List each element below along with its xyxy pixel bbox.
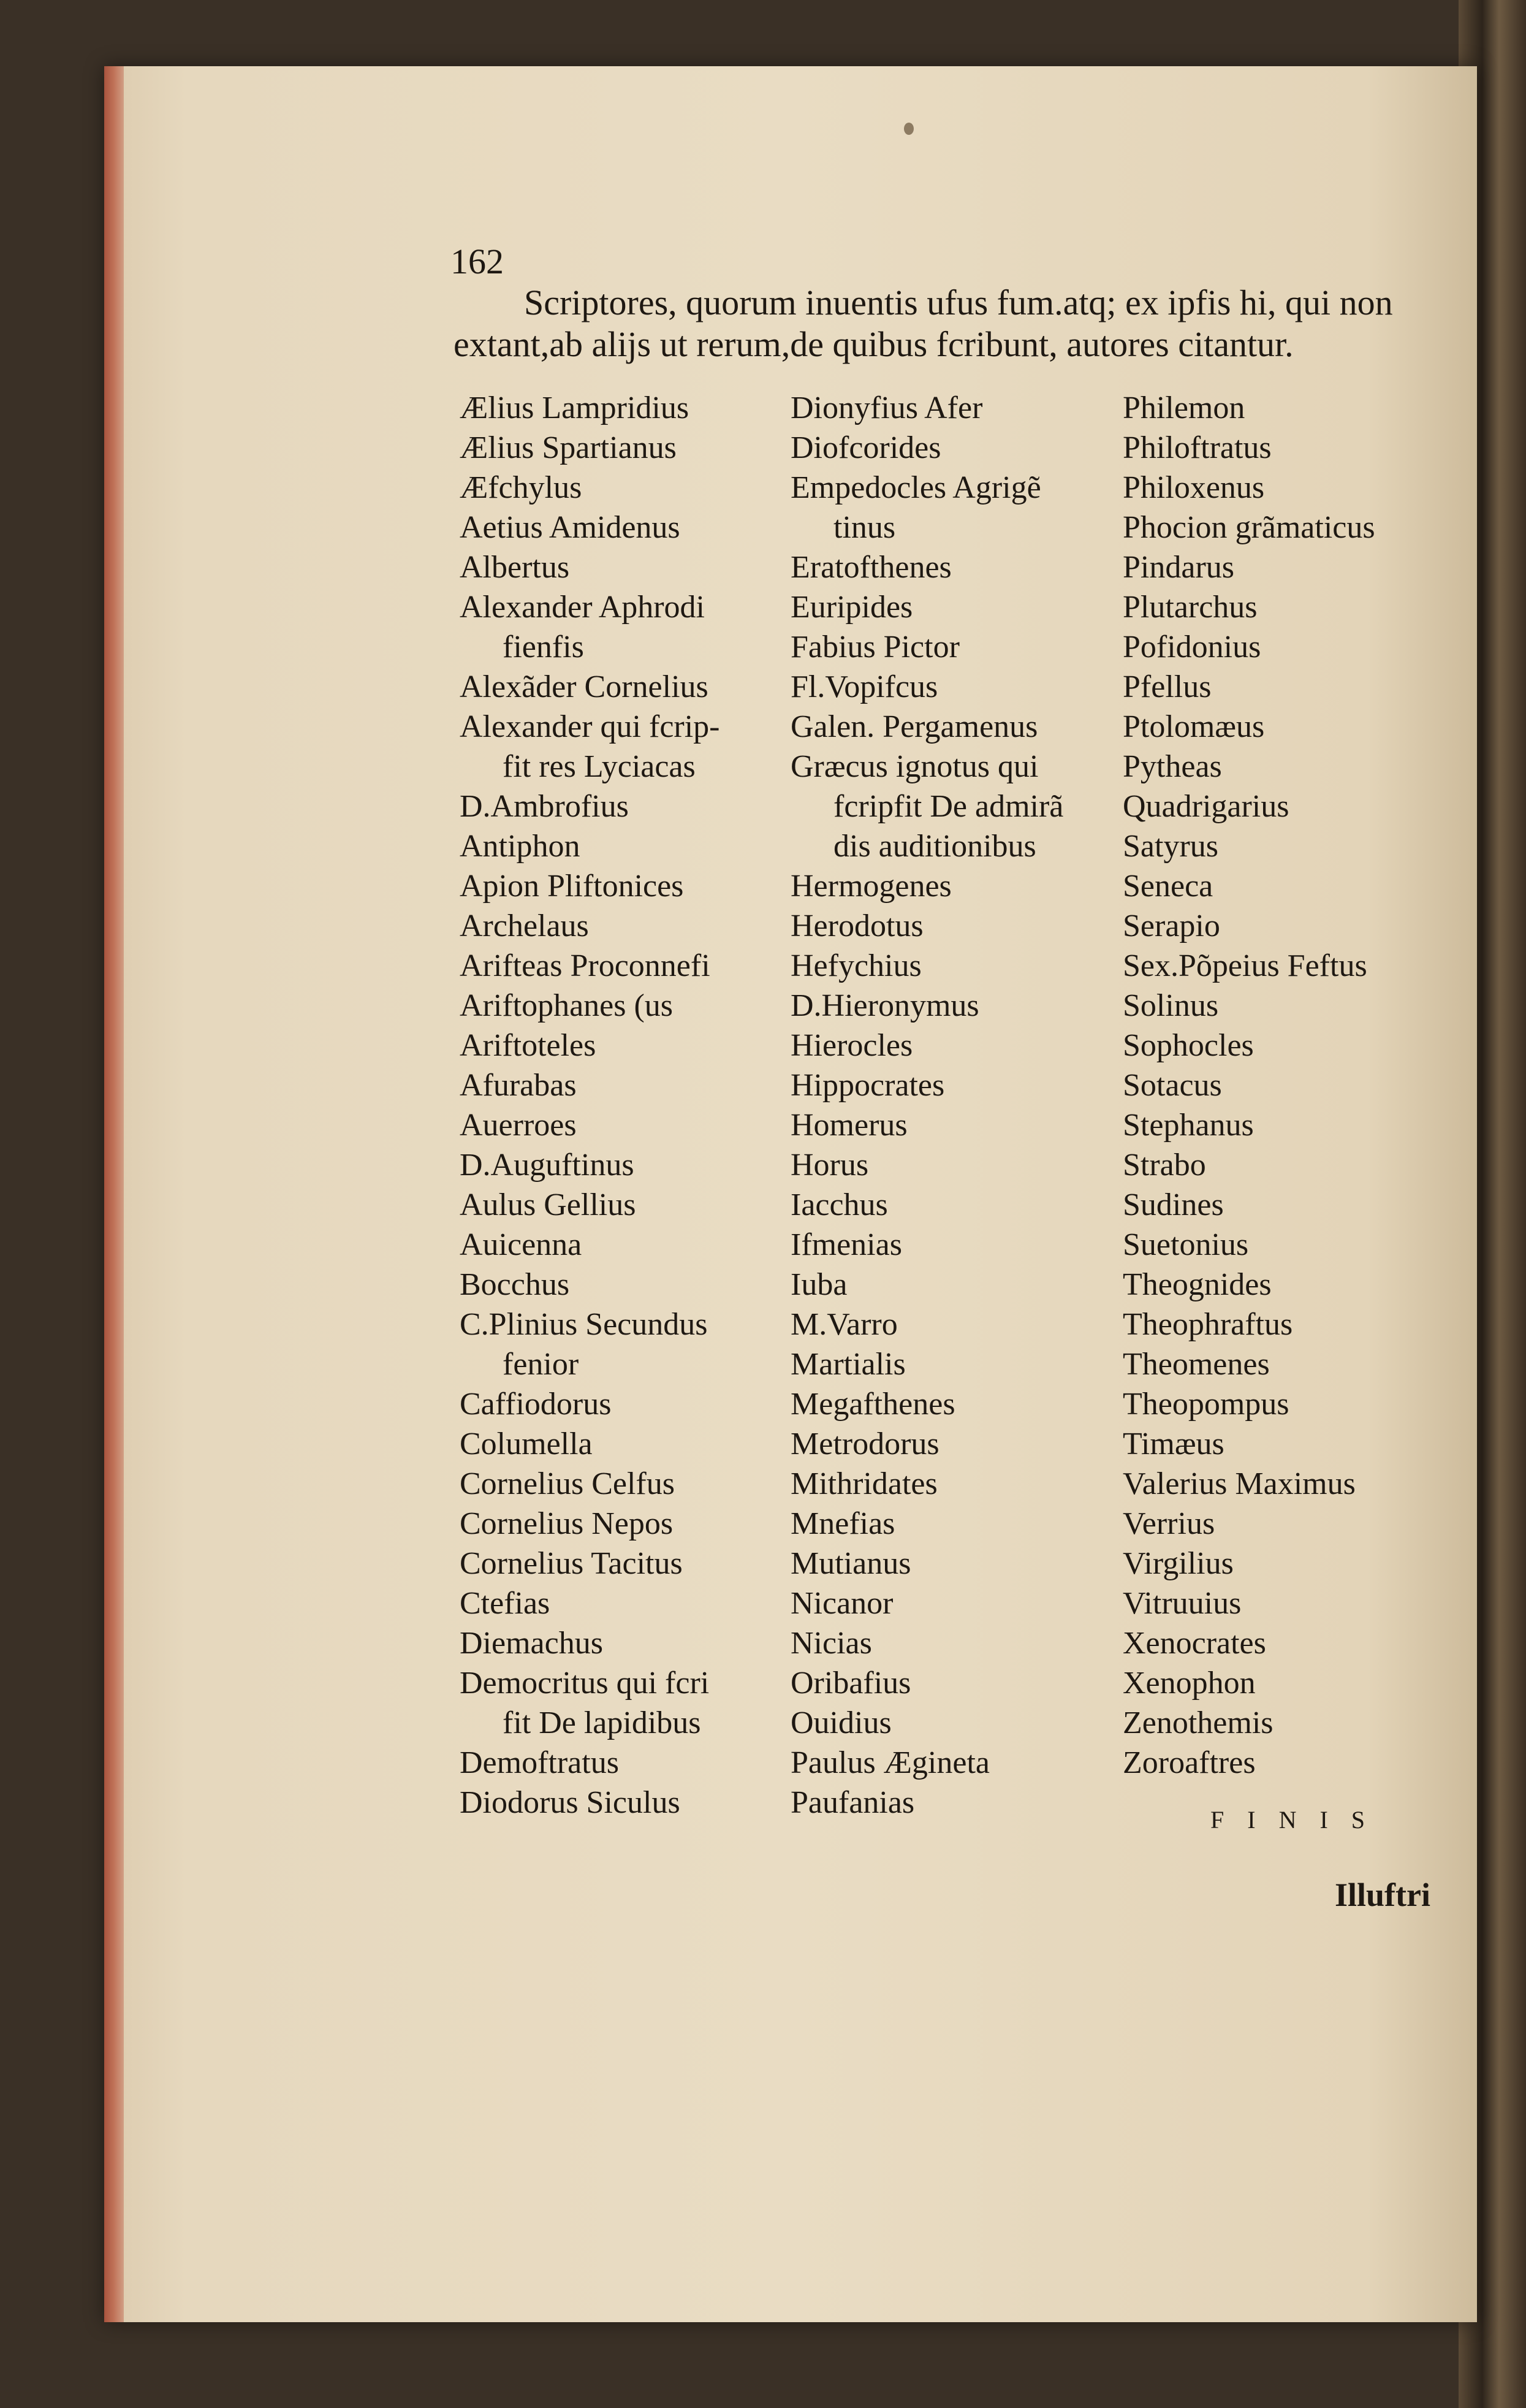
author-entry-continuation: dis auditionibus (833, 829, 1036, 864)
author-entry: Diodorus Siculus (460, 1785, 680, 1820)
author-entry: Demoftratus (460, 1745, 619, 1780)
author-entry: Pfellus (1123, 669, 1212, 704)
author-entry: Cornelius Celfus (460, 1466, 675, 1501)
author-entry: Theognides (1123, 1267, 1272, 1302)
author-entry: Sudines (1123, 1187, 1224, 1222)
author-entry: Philemon (1123, 391, 1245, 425)
author-entry: Theomenes (1123, 1347, 1270, 1382)
author-entry: Cornelius Tacitus (460, 1546, 683, 1581)
author-entry: Ælius Spartianus (460, 430, 677, 465)
author-entry: Quadrigarius (1123, 789, 1289, 824)
author-entry: Hefychius (791, 948, 922, 983)
section-heading (454, 282, 1434, 365)
author-entry: Ctefias (460, 1586, 550, 1621)
author-entry: Fabius Pictor (791, 630, 960, 665)
author-entry: Auerroes (460, 1108, 577, 1143)
author-entry: Diofcorides (791, 430, 941, 465)
author-entry: Verrius (1123, 1506, 1215, 1541)
author-entry: Metrodorus (791, 1427, 940, 1461)
author-entry: Ariftophanes (us (460, 988, 674, 1023)
author-entry: Ouidius (791, 1705, 892, 1740)
author-column-3 (1123, 388, 1375, 1783)
author-entry: Euripides (791, 590, 913, 625)
author-entry-continuation: fit De lapidibus (503, 1705, 701, 1740)
author-entry: Suetonius (1123, 1227, 1249, 1262)
author-entry: Sotacus (1123, 1068, 1222, 1103)
author-entry: Zenothemis (1123, 1705, 1274, 1740)
author-entry: Timæus (1123, 1427, 1224, 1461)
author-entry: Xenocrates (1123, 1626, 1266, 1661)
author-entry: Hermogenes (791, 869, 952, 904)
author-entry: Philoftratus (1123, 430, 1272, 465)
author-entry: Paulus Ægineta (791, 1745, 990, 1780)
author-entry: Zoroaftres (1123, 1745, 1256, 1780)
author-entry: Martialis (791, 1347, 906, 1382)
author-entry: Democritus qui fcri (460, 1666, 710, 1701)
author-entry: Phocion grãmaticus (1123, 510, 1375, 545)
author-entry: Fl.Vopifcus (791, 669, 938, 704)
author-entry: Sex.Põpeius Feftus (1123, 948, 1367, 983)
author-entry: Herodotus (791, 909, 924, 943)
author-entry: Mutianus (791, 1546, 911, 1581)
author-entry: Æfchylus (460, 470, 582, 505)
author-entry: Bocchus (460, 1267, 570, 1302)
author-entry: Stephanus (1123, 1108, 1254, 1143)
author-entry: Iuba (791, 1267, 848, 1302)
author-entry: Philoxenus (1123, 470, 1265, 505)
author-entry-continuation: fenior (503, 1347, 579, 1382)
finis-mark: FINIS (1210, 1806, 1389, 1834)
author-entry-continuation: fit res Lyciacas (503, 749, 696, 784)
author-entry: Diemachus (460, 1626, 603, 1661)
author-entry: Ifmenias (791, 1227, 902, 1262)
author-entry: Dionyfius Afer (791, 391, 983, 425)
author-entry: Oribafius (791, 1666, 911, 1701)
author-entry: Apion Pliftonices (460, 869, 684, 904)
author-entry-continuation: tinus (833, 510, 896, 545)
author-entry: D.Hieronymus (791, 988, 979, 1023)
author-entry: Homerus (791, 1108, 908, 1143)
author-entry: Alexander qui fcrip- (460, 709, 720, 744)
author-entry-continuation: fcripfit De admirã (833, 789, 1064, 824)
author-entry: Aetius Amidenus (460, 510, 680, 545)
author-entry: Mnefias (791, 1506, 895, 1541)
author-entry: Caffiodorus (460, 1387, 612, 1422)
author-entry: Aulus Gellius (460, 1187, 636, 1222)
author-entry: Theophraftus (1123, 1307, 1293, 1342)
author-entry: Nicanor (791, 1586, 894, 1621)
author-entry: Satyrus (1123, 829, 1218, 864)
paper-speck (904, 123, 914, 135)
author-entry: Columella (460, 1427, 593, 1461)
author-entry: Megafthenes (791, 1387, 955, 1422)
author-entry: M.Varro (791, 1307, 898, 1342)
author-entry: Græcus ignotus qui (791, 749, 1039, 784)
author-entry: Vitruuius (1123, 1586, 1242, 1621)
author-entry: Iacchus (791, 1187, 888, 1222)
author-entry: Pytheas (1123, 749, 1222, 784)
author-entry: Archelaus (460, 909, 589, 943)
author-entry: Sophocles (1123, 1028, 1254, 1063)
author-entry-continuation: fienfis (503, 630, 584, 665)
author-entry: Antiphon (460, 829, 580, 864)
author-entry: Empedocles Agrigẽ (791, 470, 1041, 505)
author-entry: Nicias (791, 1626, 872, 1661)
author-entry: Ptolomæus (1123, 709, 1265, 744)
author-entry: Cornelius Nepos (460, 1506, 674, 1541)
author-entry: Arifteas Proconnefi (460, 948, 710, 983)
author-entry: Galen. Pergamenus (791, 709, 1038, 744)
author-entry: Alexãder Cornelius (460, 669, 708, 704)
author-entry: Seneca (1123, 869, 1213, 904)
catchword: Illuftri (1335, 1876, 1430, 1913)
author-entry: Hierocles (791, 1028, 913, 1063)
author-entry: Afurabas (460, 1068, 577, 1103)
heading-line-1: Scriptores, quorum inuentis ufus fum.atq; ex ipfis hi, qui non (524, 283, 1393, 322)
author-entry: D.Auguftinus (460, 1148, 634, 1183)
author-entry: Strabo (1123, 1148, 1206, 1183)
author-entry: Serapio (1123, 909, 1220, 943)
author-entry: Virgilius (1123, 1546, 1234, 1581)
author-entry: Plutarchus (1123, 590, 1258, 625)
page-gilt-edge (104, 66, 124, 2322)
author-entry: Theopompus (1123, 1387, 1289, 1422)
author-entry: Pindarus (1123, 550, 1234, 585)
author-entry: Mithridates (791, 1466, 938, 1501)
author-entry: Ariftoteles (460, 1028, 596, 1063)
author-entry: Alexander Aphrodi (460, 590, 705, 625)
author-column-1 (460, 388, 719, 1823)
heading-line-2: extant,ab alijs ut rerum,de quibus fcribunt, autores citantur. (454, 324, 1294, 364)
author-entry: Hippocrates (791, 1068, 945, 1103)
author-entry: D.Ambrofius (460, 789, 629, 824)
author-entry: Solinus (1123, 988, 1219, 1023)
author-entry: Ælius Lampridius (460, 391, 689, 425)
author-entry: Eratofthenes (791, 550, 952, 585)
author-entry: Paufanias (791, 1785, 915, 1820)
author-entry: C.Plinius Secundus (460, 1307, 708, 1342)
author-entry: Pofidonius (1123, 630, 1261, 665)
author-column-2 (791, 388, 1063, 1823)
author-entry: Auicenna (460, 1227, 582, 1262)
author-entry: Valerius Maximus (1123, 1466, 1356, 1501)
author-entry: Xenophon (1123, 1666, 1256, 1701)
author-entry: Horus (791, 1148, 869, 1183)
page-number: 162 (450, 242, 504, 281)
author-entry: Albertus (460, 550, 570, 585)
